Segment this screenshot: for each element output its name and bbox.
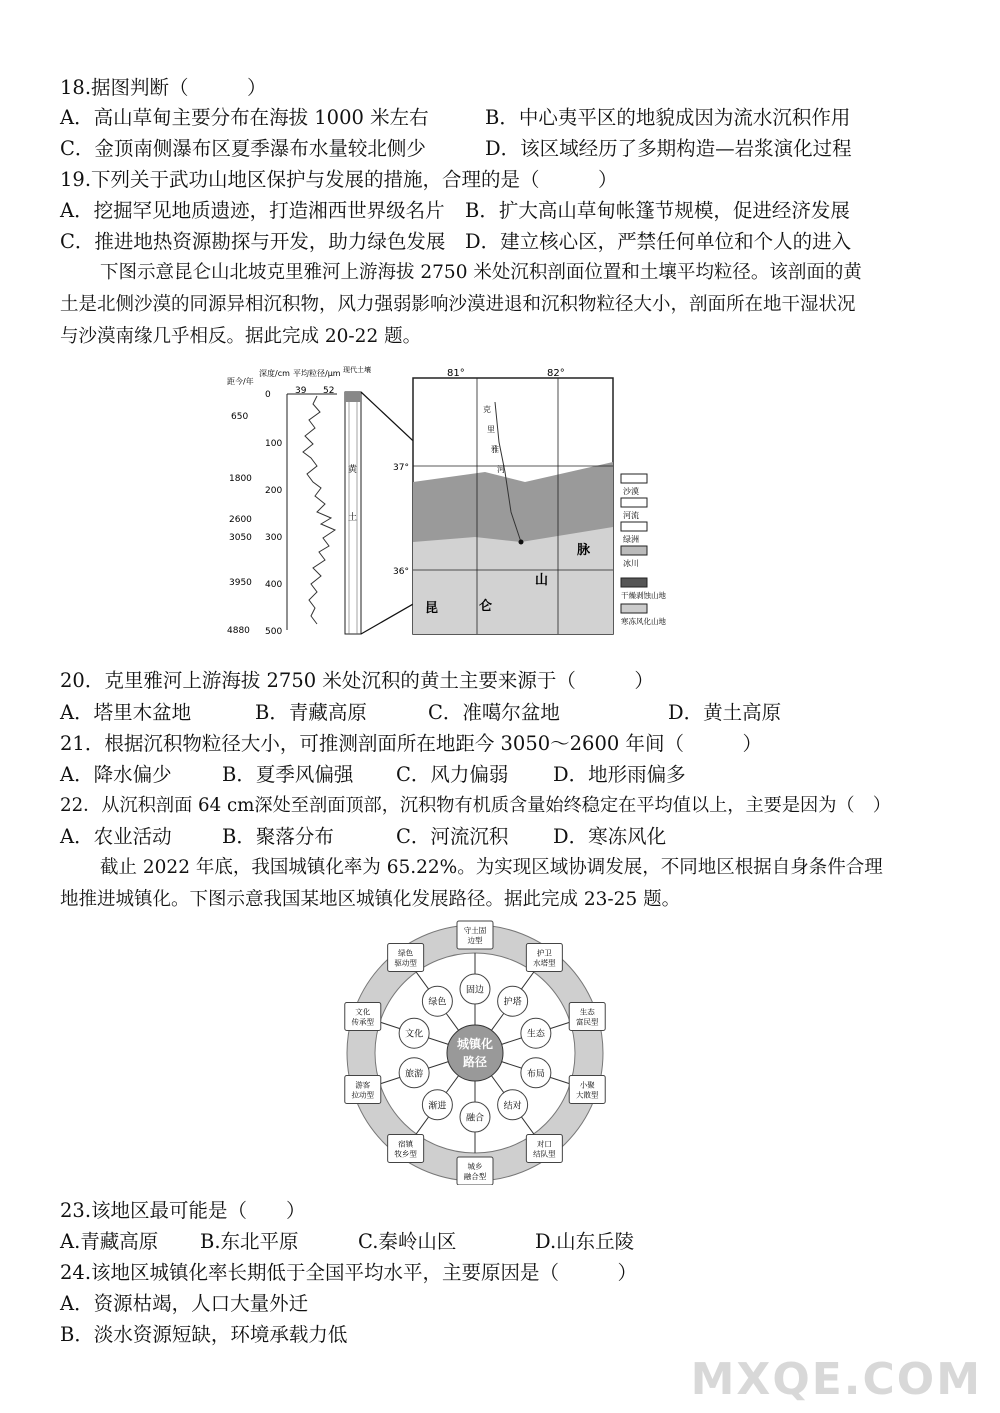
q19-option-a: A．挖掘罕见地质遗迹，打造湘西世界级名片 <box>60 199 445 222</box>
q22-option-c: C．河流沉积 <box>396 825 509 848</box>
loess-label-1: 黄 <box>348 465 358 475</box>
q22-option-d: D．寒冻风化 <box>553 825 667 848</box>
outer-box-label: 对口 <box>536 1139 552 1149</box>
year-tick: 650 <box>231 412 249 422</box>
intro-23-25-line1: 截止 2022 年底，我国城镇化率为 65.22%。为实现区域协调发展，不同地区根据自身条件合理 <box>100 857 883 878</box>
q24-stem: 24.该地区城镇化率长期低于全国平均水平，主要原因是（ ） <box>60 1261 638 1284</box>
legend-item: 绿洲 <box>623 535 639 544</box>
river-char: 雅 <box>491 445 499 454</box>
depth-tick: 300 <box>265 533 283 543</box>
q20-option-b: B．青藏高原 <box>255 701 367 724</box>
center-node <box>447 1025 503 1081</box>
modern-soil-layer <box>345 392 361 402</box>
outer-box-label: 城乡 <box>467 1162 483 1171</box>
kunlun-char: 仑 <box>479 599 493 614</box>
q19-stem: 19.下列关于武功山地区保护与发展的措施，合理的是（ ） <box>60 168 618 191</box>
depth-tick: 500 <box>265 627 283 637</box>
year-tick: 4880 <box>227 626 250 636</box>
loess-label-2: 土 <box>348 513 358 523</box>
year-ticks <box>227 412 252 636</box>
q19-option-c: C．推进地热资源勘探与开发，助力绿色发展 <box>60 230 446 253</box>
kunlun-char: 昆 <box>425 601 439 616</box>
lon-82: 82° <box>547 368 565 379</box>
lat-36: 36° <box>393 567 409 577</box>
outer-box-label: 游客 <box>355 1080 371 1090</box>
q23-option-c: C.秦岭山区 <box>358 1230 457 1253</box>
depth-tick: 400 <box>265 580 283 590</box>
intro-20-22-line1: 下图示意昆仑山北坡克里雅河上游海拔 2750 米处沉积剖面位置和土壤平均粒径。该剖面的黄 <box>100 262 862 283</box>
q21-option-d: D．地形雨偏多 <box>553 763 686 786</box>
outer-box-label: 驱动型 <box>394 958 417 968</box>
intro-20-22-line3: 与沙漠南缘几乎相反。据此完成 20-22 题。 <box>60 326 422 347</box>
river-char: 河 <box>497 465 505 474</box>
depth-tick: 0 <box>265 390 271 400</box>
lat-37: 37° <box>393 463 409 473</box>
outer-box-label: 护卫 <box>536 948 552 958</box>
urbanization-path-diagram <box>320 920 630 1185</box>
kunlun-char: 山 <box>535 573 549 588</box>
q24-option-b: B．淡水资源短缺，环境承载力低 <box>60 1323 348 1346</box>
q21-option-c: C．风力偏弱 <box>396 763 509 786</box>
outer-box-label: 文化 <box>355 1007 371 1017</box>
q18-option-a: A．高山草甸主要分布在海拔 1000 米左右 <box>60 106 429 129</box>
legend-item: 河流 <box>623 511 639 520</box>
q22-option-b: B．聚落分布 <box>222 825 334 848</box>
q18-option-d: D．该区域经历了多期构造—岩浆演化过程 <box>485 137 852 160</box>
site-watermark: MXQE.COM <box>690 1354 982 1405</box>
legend-item: 干燥剥蚀山地 <box>621 591 666 600</box>
outer-box-label: 边型 <box>467 936 483 945</box>
q23-option-d: D.山东丘陵 <box>535 1230 635 1253</box>
center-label-2: 路径 <box>462 1055 488 1069</box>
legend-item: 寒冻风化山地 <box>621 617 666 626</box>
inner-node-label: 文化 <box>405 1029 424 1040</box>
year-tick: 3050 <box>229 533 252 543</box>
outer-box-label: 生态 <box>579 1007 595 1017</box>
outer-box-label: 富民型 <box>575 1017 599 1027</box>
year-axis-label: 距今/年 <box>227 377 254 386</box>
kunlun-char: 脉 <box>577 543 591 558</box>
q19-option-b: B．扩大高山草甸帐篷节规模，促进经济发展 <box>465 199 850 222</box>
inner-node-label: 结对 <box>503 1101 522 1112</box>
depth-tick: 200 <box>265 486 283 496</box>
q23-option-a: A.青藏高原 <box>60 1230 159 1253</box>
outer-box-label: 小聚 <box>579 1080 595 1090</box>
q18-option-b: B．中心夷平区的地貌成因为流水沉积作用 <box>485 106 851 129</box>
outer-box-label: 拉动型 <box>351 1090 375 1100</box>
location-map <box>393 368 666 634</box>
q23-stem: 23.该地区最可能是（ ） <box>60 1199 306 1222</box>
lon-81: 81° <box>447 368 465 379</box>
q20-option-a: A．塔里木盆地 <box>60 701 192 724</box>
profile-and-map-figure <box>225 362 725 642</box>
q20-option-c: C．准噶尔盆地 <box>428 701 560 724</box>
inner-node-label: 布局 <box>526 1069 545 1080</box>
intro-20-22-line2: 土是北侧沙漠的同源异相沉积物，风力强弱影响沙漠进退和沉积物粒径大小，剖面所在地干湿状况 <box>60 294 856 315</box>
grain-tick-52: 52 <box>323 386 335 396</box>
outer-box-label: 大散型 <box>575 1090 599 1100</box>
q20-stem: 20．克里雅河上游海拔 2750 米处沉积的黄土主要来源于（ ） <box>60 669 654 692</box>
outer-box-label: 宿镇 <box>398 1139 414 1149</box>
outer-box-label: 水塔型 <box>533 958 556 968</box>
q23-option-b: B.东北平原 <box>200 1230 299 1253</box>
inner-node-label: 生态 <box>526 1029 545 1040</box>
map-legend <box>621 474 666 626</box>
depth-tick: 100 <box>265 439 283 449</box>
q21-option-a: A．降水偏少 <box>60 763 172 786</box>
depth-ticks <box>265 390 282 637</box>
inner-node-label: 固边 <box>465 985 485 996</box>
river-char: 里 <box>487 425 495 434</box>
legend-item: 冰川 <box>623 559 639 568</box>
year-tick: 2600 <box>229 515 252 525</box>
inner-node-label: 绿色 <box>428 997 447 1008</box>
outer-box-label: 绿色 <box>398 948 414 958</box>
q19-option-d: D．建立核心区，严禁任何单位和个人的进入 <box>465 230 852 253</box>
grain-size-curve <box>303 396 335 624</box>
outer-box-label: 结队型 <box>533 1149 556 1159</box>
q22-stem: 22．从沉积剖面 64 cm深处至剖面顶部，沉积物有机质含量始终稳定在平均值以上，主要是因为（ ） <box>60 795 891 816</box>
year-tick: 1800 <box>229 474 252 484</box>
inner-node-label: 旅游 <box>405 1069 424 1080</box>
inner-node-label: 融合 <box>465 1113 485 1124</box>
outer-box-label: 融合型 <box>463 1172 487 1181</box>
outer-box-label: 传承型 <box>351 1017 375 1027</box>
intro-23-25-line2: 地推进城镇化。下图示意我国某地区城镇化发展路径。据此完成 23-25 题。 <box>60 889 681 910</box>
outer-box-label: 牧乡型 <box>394 1149 417 1159</box>
q21-stem: 21．根据沉积物粒径大小，可推测剖面所在地距今 3050～2600 年间（ ） <box>60 732 762 755</box>
q22-option-a: A．农业活动 <box>60 825 172 848</box>
q18-option-c: C．金顶南侧瀑布区夏季瀑布水量较北侧少 <box>60 137 426 160</box>
center-label-1: 城镇化 <box>456 1037 494 1051</box>
inner-node-label: 渐进 <box>428 1101 447 1112</box>
outer-box-label: 守土固 <box>463 926 487 935</box>
grain-tick-39: 39 <box>295 386 307 396</box>
grain-axis-label: 平均粒径/μm <box>293 369 341 378</box>
profile-site-marker <box>519 540 524 545</box>
q24-option-a: A．资源枯竭，人口大量外迁 <box>60 1292 309 1315</box>
q21-option-b: B．夏季风偏强 <box>222 763 354 786</box>
legend-item: 沙漠 <box>623 487 639 496</box>
modern-soil-label: 现代土壤 <box>343 366 371 374</box>
river-char: 克 <box>483 405 491 414</box>
year-tick: 3950 <box>229 578 252 588</box>
q20-option-d: D．黄土高原 <box>668 701 782 724</box>
q18-stem: 18.据图判断（ ） <box>60 76 267 99</box>
inner-node-label: 护塔 <box>503 997 522 1008</box>
depth-axis-label: 深度/cm <box>259 369 290 378</box>
